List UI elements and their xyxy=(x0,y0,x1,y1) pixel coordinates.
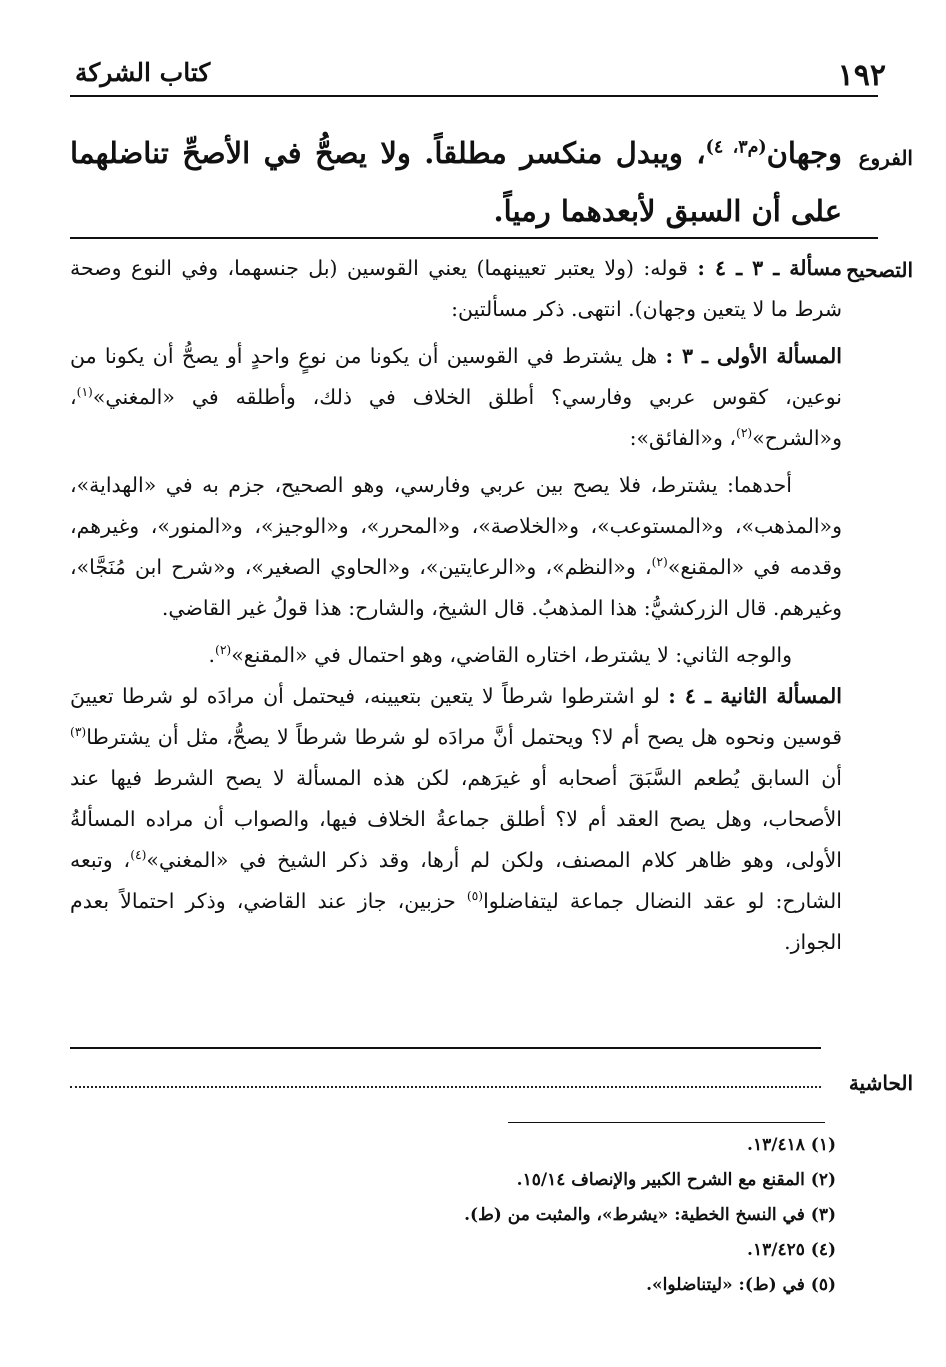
furoo-ref: (م٣، ٤) xyxy=(705,137,767,158)
footnote-1: (١) ١٣/٤١٨. xyxy=(747,1135,836,1155)
thaniya-paragraph: المسألة الثانية ـ ٤ : لو اشترطوا شرطاً لا يتعين بتعيينه، فيحتمل أن مرادَه لو شرطا تعيينَ قوسين ونحوه هل يصح أم لا؟ ويحتمل أنَّ مرادَه لو شرطا شرطاً لا يصحُّ، مثل أن يشترطا$^{(٣)}$ أن السابق يُطعم السَّبَقَ أصحابه أو غيرَهم، لكن هذه المسألة لا يصح الشرط فيها عند الأصحاب، وهل يصح العقد أم لا؟ أطلق جماعةُ الخلاف فيها، والصواب أن مراده المسألةُ الأولى، وهو ظاهر كلام المصنف، ولكن لم أرها، وقد ذكر الشيخ في «المغني»$^{(٤)}$، وتبعه الشارح: لو عقد النضال جماعة ليتفاضلوا$^{(٥)}$ حزبين، جاز عند القاضي، وذكر احتمالاً بعدم الجواز. xyxy=(70,684,842,954)
masala-paragraph: مسألة ـ ٣ ـ ٤ : قوله: (ولا يعتبر تعيينهما) يعني القوسين (بل جنسهما، وفي النوع وصحة شرط ما لا يتعين وجهان). انتهى. ذكر مسألتين: xyxy=(70,256,842,321)
footnote-4: (٤) ١٣/٤٢٥. xyxy=(747,1240,836,1260)
footnote-rule xyxy=(508,1122,825,1123)
tashih-text xyxy=(70,248,842,963)
header-rule xyxy=(70,95,878,97)
footnote-5: (٥) في (ط): «ليتناضلوا». xyxy=(646,1275,836,1295)
hashiya-dotted-line xyxy=(70,1086,821,1088)
ahaduhuma-paragraph: أحدهما: يشترط، فلا يصح بين عربي وفارسي، وهو الصحيح، جزم به في «الهداية»، و«المذهب»، و«المستوعب»، و«الخلاصة»، و«المحرر»، و«الوجيز»، و«المنور»، وغيرهم، وقدمه في «المقنع»$^{(٢)}$، و«النظم»، و«الرعايتين»، و«الحاوي الصغير»، و«شرح ابن مُنَجَّا»، وغيرهم. قال الزركشيُّ: هذا المذهبُ. قال الشيخ، والشارح: هذا قولُ غير القاضي. xyxy=(70,473,843,620)
ula-heading: المسألة الأولى ـ ٣ : xyxy=(665,344,842,368)
page-number: ١٩٢ xyxy=(837,58,886,93)
thani-paragraph: والوجه الثاني: لا يشترط، اختاره القاضي، وهو احتمال في «المقنع»$^{(٢)}$. xyxy=(208,643,792,667)
tashih-label: التصحيح xyxy=(846,258,913,282)
furoo-label: الفروع xyxy=(858,146,913,170)
footnote-3: (٣) في النسخ الخطية: «يشرط»، والمثبت من (ط). xyxy=(464,1205,836,1225)
running-title: كتاب الشركة xyxy=(75,58,211,87)
ula-paragraph: المسألة الأولى ـ ٣ : هل يشترط في القوسين أن يكونا من نوعٍ واحدٍ أو يصحُّ أن يكونا من نوعين، كقوس عربي وفارسي؟ أطلق الخلاف في ذلك، وأطلقه في «المغني»$^{(١)}$، و«الشرح»$^{(٢)}$، و«الفائق»: xyxy=(70,344,842,450)
hashiya-label: الحاشية xyxy=(848,1071,913,1095)
footnote-2: (٢) المقنع مع الشرح الكبير والإنصاف ١٥/١٤. xyxy=(516,1170,836,1190)
thaniya-heading: المسألة الثانية ـ ٤ : xyxy=(668,684,842,708)
masala-heading: مسألة ـ ٣ ـ ٤ : xyxy=(697,256,842,280)
tashih-rule xyxy=(70,1047,821,1049)
furoo-rule xyxy=(70,237,878,239)
furoo-text: وجهان$^{(م٣، ٤)}$، ويبدل منكسر مطلقاً. ولا يصحُّ في الأصحِّ تناضلهما على أن السبق لأبعدهما رمياً. xyxy=(70,136,842,228)
